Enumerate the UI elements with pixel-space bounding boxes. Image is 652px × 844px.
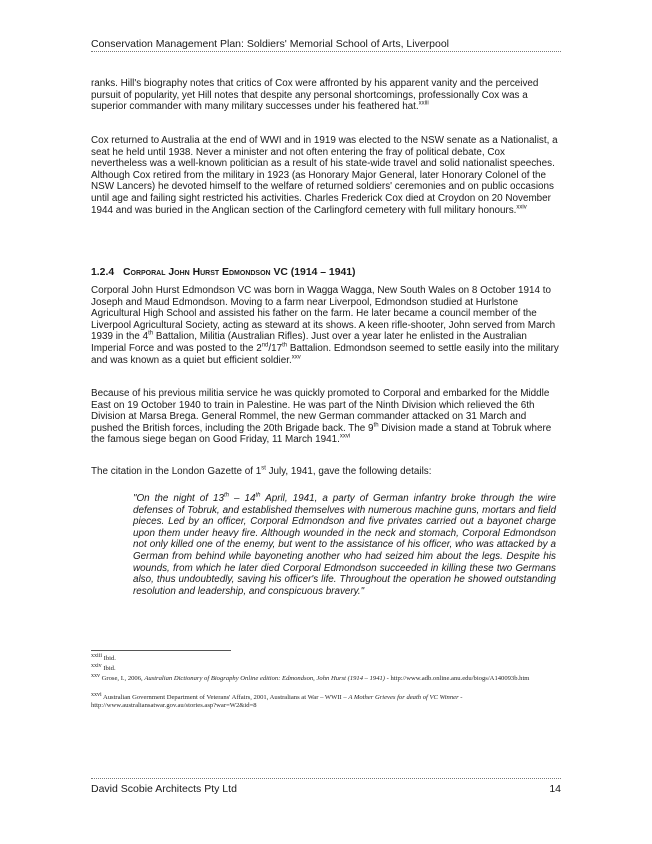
paragraph-cox-biography xyxy=(91,78,561,113)
superscript: nd xyxy=(261,342,269,349)
paragraph-middle-east xyxy=(91,388,561,446)
citation-quote xyxy=(133,493,556,597)
footer-company: David Scobie Architects Pty Ltd xyxy=(91,783,237,795)
superscript: th xyxy=(373,422,379,429)
text-run: Division made a stand at Tobruk where the famous siege began on Good Friday, 11 March 1941. xyxy=(91,422,552,446)
header-rule xyxy=(91,51,561,52)
superscript: th xyxy=(148,331,154,338)
footnote-title: A Mother Grieves for death of VC Winner xyxy=(348,694,459,701)
text-run: Because of his previous militia service he was quickly promoted to Corporal and embarked for the Middle East on 19 October 1940 to train in Palestine. He was part of the Ninth Division which relieved the 6th Division at Marsa Brega. General Rommel, the new German commander attacked on 31 March and pushed the British forces, including the 20th Brigade back. The 9 xyxy=(91,388,550,434)
footnote-rule xyxy=(91,650,231,651)
text-run: /17 xyxy=(268,342,283,354)
footnote-4 xyxy=(91,691,561,710)
footnote-text: Ibid. xyxy=(103,665,116,672)
paragraph-edmondson-early-life xyxy=(91,285,561,366)
footnote-marker: xxiii xyxy=(91,652,103,659)
superscript: th xyxy=(224,492,230,499)
page-number: 14 xyxy=(549,783,561,795)
section-title: Corporal John Hurst Edmondson VC (1914 – 1941) xyxy=(123,267,356,278)
footnote-link[interactable]: - http://www.australiansatwar.gov.au/stories.asp?war=W2&id=8 xyxy=(91,694,463,710)
text-run: – 14 xyxy=(229,493,256,504)
text-run: July, 1941, gave the following details: xyxy=(265,466,432,477)
superscript: st xyxy=(261,465,266,472)
footnote-marker: xxvi xyxy=(91,691,102,698)
running-header: Conservation Management Plan: Soldiers' Memorial School of Arts, Liverpool xyxy=(91,38,450,50)
superscript: th xyxy=(255,492,261,499)
text-run: April, 1941, a party of German infantry broke through the wire defenses of Tobruk, and established themselves with numerous machine guns, mortars and field pieces. Led by an officer, Corporal Edmondson and five privates carried out a bayonet charge upon them under heavy fire. Although wounded in the neck and stomach, Corporal Edmondson not only killed one of the enemy, but went to the assistance of his officer, who was attacked by a German from behind while bayoneting another who had seized him about the legs. Despite his wounds, from which he later died Corporal Edmondson succeeded in killing these two Germans also, thus undoubtedly, saving his officer's life. Throughout the operation he showed outstanding resolution and leadership, and conspicuous bravery." xyxy=(133,493,556,597)
footer-rule xyxy=(91,778,561,779)
footnote-title: Australian Dictionary of Biography Online edition: Edmondson, John Hurst (1914 – 1941) xyxy=(144,675,385,682)
footnote-ref: xxv xyxy=(291,354,301,361)
footnote-text: Ibid. xyxy=(103,655,116,662)
paragraph-text: Cox returned to Australia at the end of WWI and in 1919 was elected to the NSW senate as a Nationalist, a seat he held until 1938. Never a minister and not often entering the fray of political debate, Cox nevertheless was a well-known politician as a result of his state-wide travel and solid nationalist speeches. Although Cox retired from the military in 1923 (as Honorary Major General, later Honorary Colonel of the NSW Lancers) he devoted himself to the welfare of returned soldiers' ceremonies and on public occasions until age and failing sight restricted his activities. Charles Frederick Cox died at Croydon on 20 November 1944 and was buried in the Anglican section of the Carlingford cemetery with full military honours. xyxy=(91,135,558,216)
paragraph-text: ranks. Hill's biography notes that critics of Cox were affronted by his apparent vanity and the perceived pursuit of popularity, yet Hill notes that despite any personal shortcomings, professionally Cox was a superior commander with many military successes under his feathered hat. xyxy=(91,78,539,113)
text-run: "On the night of 13 xyxy=(133,493,224,504)
section-heading xyxy=(91,267,561,278)
footnote-text: Grose, I., 2006, xyxy=(101,675,145,682)
text-run: Corporal John Hurst Edmondson VC was born in Wagga Wagga, New South Wales on 8 October 1914 to Joseph and Maud Edmondson. Moving to a farm near Liverpool, Edmondson studied at Hurlstone Agricultural High School and assisted his father on the farm. He later became a council member of the Liverpool Agricultural Society, acting as steward at its shows. A keen rifle-shooter, John served from March 1939 in the 4 xyxy=(91,285,556,343)
footnote-2 xyxy=(91,662,561,673)
superscript: th xyxy=(282,342,288,349)
footnote-link[interactable]: - http://www.adb.online.anu.edu/biogs/A140093b.htm xyxy=(384,675,530,682)
footnote-text: Australian Government Department of Veterans' Affairs, 2001, Australians at War – WWII – xyxy=(102,694,349,701)
text-run: Battalion. Edmondson seemed to settle easily into the military and was known as a quiet but efficient soldier. xyxy=(91,342,559,366)
footnote-ref: xxvi xyxy=(339,434,351,441)
footnote-3 xyxy=(91,672,561,683)
section-number: 1.2.4 xyxy=(91,267,115,278)
text-run: The citation in the London Gazette of 1 xyxy=(91,466,262,477)
footnote-ref: xxiii xyxy=(418,100,429,107)
footnote-marker: xxv xyxy=(91,672,100,679)
paragraph-cox-return xyxy=(91,135,561,216)
footnote-marker: xxiv xyxy=(91,662,102,669)
paragraph-citation-intro xyxy=(91,466,561,478)
footnote-ref: xxiv xyxy=(516,204,527,211)
footnote-1 xyxy=(91,652,561,663)
text-run: Battalion, Militia (Australian Rifles). Just over a year later he enlisted in the Australian Imperial Force and was posted to the 2 xyxy=(91,331,527,354)
